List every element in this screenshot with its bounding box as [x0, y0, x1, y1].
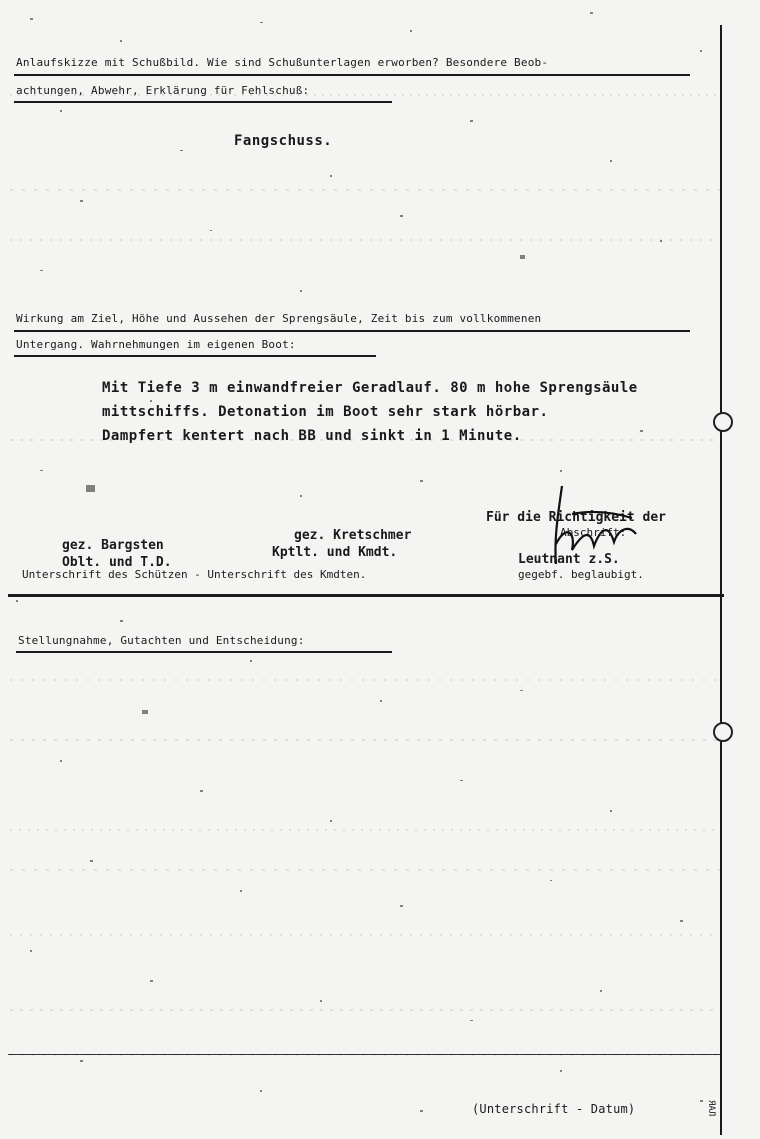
certification-line2: Abschrift:: [560, 526, 627, 539]
shooter-name: gez. Bargsten: [62, 538, 164, 553]
commander-rank: Kptlt. und Kmdt.: [272, 545, 398, 560]
punch-hole-top: [713, 412, 733, 432]
section1-heading-underline1: [14, 74, 690, 76]
section2-body-line1: Mit Tiefe 3 m einwandfreier Geradlauf. 80 m hohe Sprengsäule: [102, 380, 638, 396]
section3-heading: Stellungnahme, Gutachten und Entscheidung:: [18, 634, 305, 647]
section1-heading-line2: achtungen, Abwehr, Erklärung für Fehlschuß:: [16, 84, 310, 97]
shooter-rank: Oblt. und T.D.: [62, 555, 172, 570]
footer-rule: [8, 1054, 720, 1055]
section2-body-line3: Dampfert kentert nach BB und sinkt in 1 Minute.: [102, 428, 522, 444]
commander-name: gez. Kretschmer: [294, 528, 412, 543]
punch-hole-bottom: [713, 722, 733, 742]
signature-date-label: (Unterschrift - Datum): [472, 1102, 636, 1116]
section1-heading-underline2: [14, 101, 392, 103]
margin-mark: ЯАЛ: [706, 1100, 716, 1117]
section2-heading-line2: Untergang. Wahrnehmungen im eigenen Boot:: [16, 338, 296, 351]
section1-content: Fangschuss.: [234, 133, 333, 149]
section3-heading-underline: [16, 651, 392, 653]
section-divider: [8, 594, 724, 597]
section2-body-line2: mittschiffs. Detonation im Boot sehr stark hörbar.: [102, 404, 549, 420]
section1-heading-line1: Anlaufskizze mit Schußbild. Wie sind Schußunterlagen erworben? Besondere Beob-: [16, 56, 549, 69]
right-margin-line: [720, 25, 722, 1135]
certification-rank: Leutnant z.S.: [518, 552, 620, 567]
signature-caption: Unterschrift des Schützen - Unterschrift des Kmdten.: [22, 568, 367, 581]
section2-heading-underline1: [14, 330, 690, 332]
certification-caption: gegebf. beglaubigt.: [518, 568, 644, 581]
section2-heading-line1: Wirkung am Ziel, Höhe und Aussehen der Sprengsäule, Zeit bis zum vollkommenen: [16, 312, 542, 325]
section2-heading-underline2: [14, 355, 376, 357]
certification-line1: Für die Richtigkeit der: [486, 510, 667, 525]
